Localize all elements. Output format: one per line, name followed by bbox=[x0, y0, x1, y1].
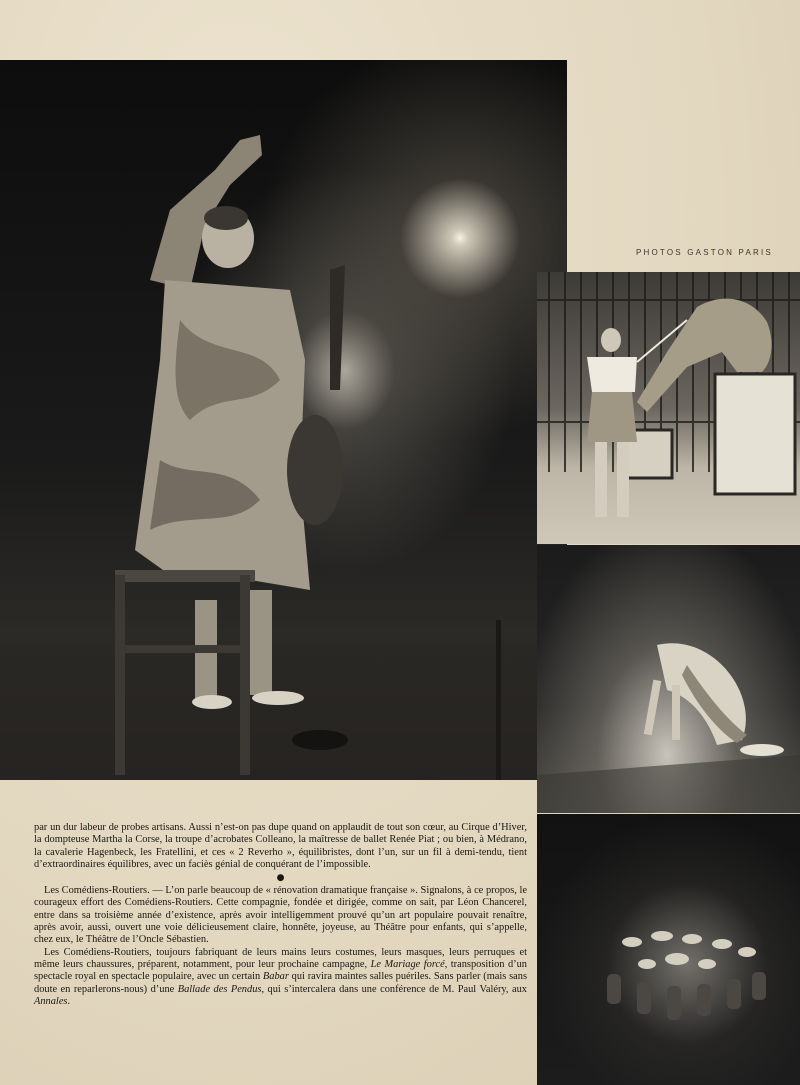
photo-dancer-bending bbox=[537, 545, 800, 813]
dancer-illustration bbox=[537, 545, 800, 813]
paragraph-upcoming-productions bbox=[34, 947, 527, 1008]
ballet-illustration bbox=[537, 814, 800, 1085]
title-ballade-des-pendus: Ballade des Pendus bbox=[177, 983, 262, 995]
lion-tamer-illustration bbox=[537, 272, 800, 544]
title-babar: Babar bbox=[262, 971, 289, 983]
photo-lion-tamer bbox=[537, 272, 800, 544]
photo-credit: PHOTOS GASTON PARIS bbox=[636, 248, 773, 257]
clown-figure-illustration bbox=[0, 60, 567, 780]
paragraph-3-part-2: , transposition d’un spectacle royal en spectacle populaire, avec un certain bbox=[34, 958, 527, 983]
paragraph-3-part-4: , qui s’intercalera dans une conférence de M. Paul Valéry, aux bbox=[261, 983, 527, 995]
paragraph-comediens-routiers: Les Comédiens-Routiers. — L’on parle beaucoup de « rénovation dramatique française ». Signalons, à ce propos, le courageux effort des Comédiens-Routiers. Cette compagnie, fondée et dirigée, comme on sait, par Léon Chancerel, entre dans sa troisième année d’existence, après avoir intelligemment prouvé qu’un art populaire pouvait renaître, après avoir, aussi, ouvert une voie délicieusement claire, honnête, joyeuse, au Théâtre pour enfants, qui s’appelle, chez eux, le Théâtre de l’Oncle Sébastien. bbox=[34, 885, 527, 946]
title-le-mariage-force: Le Mariage forcé bbox=[370, 958, 445, 970]
photo-clown-on-stool bbox=[0, 60, 567, 780]
photo-ballet-ensemble bbox=[537, 814, 800, 1085]
section-separator: ● bbox=[276, 873, 285, 884]
paragraph-3-part-1: Les Comédiens-Routiers, toujours fabriquant de leurs mains leurs costumes, leurs masques, leurs perruques et même leurs chaussures, préparent, notamment, pour leur prochaine campagne, bbox=[34, 946, 527, 970]
article-text bbox=[34, 822, 527, 1008]
paragraph-circus: par un dur labeur de probes artisans. Aussi n’est-on pas dupe quand on applaudit de tout son cœur, au Cirque d’Hiver, la dompteuse Martha la Corse, la troupe d’acrobates Colleano, la maîtresse de ballet Renée Piat ; ou bien, à Médrano, la cavalerie Hagenbeck, les Fratellini, et ces « 2 Reverho », équilibristes, dont l’un, sur un fil à demi-tendu, tient d’extraordinaires équilibres, avec un faciès génial de conquérant de l’impossible. bbox=[34, 822, 527, 870]
title-annales: Annales bbox=[34, 995, 68, 1007]
paragraph-3-part-5: . bbox=[67, 995, 71, 1007]
paragraph-3-part-3: qui ravira maintes salles puériles. Sans parler (mais sans doute en reparlerons-nous) d’une bbox=[34, 971, 527, 995]
